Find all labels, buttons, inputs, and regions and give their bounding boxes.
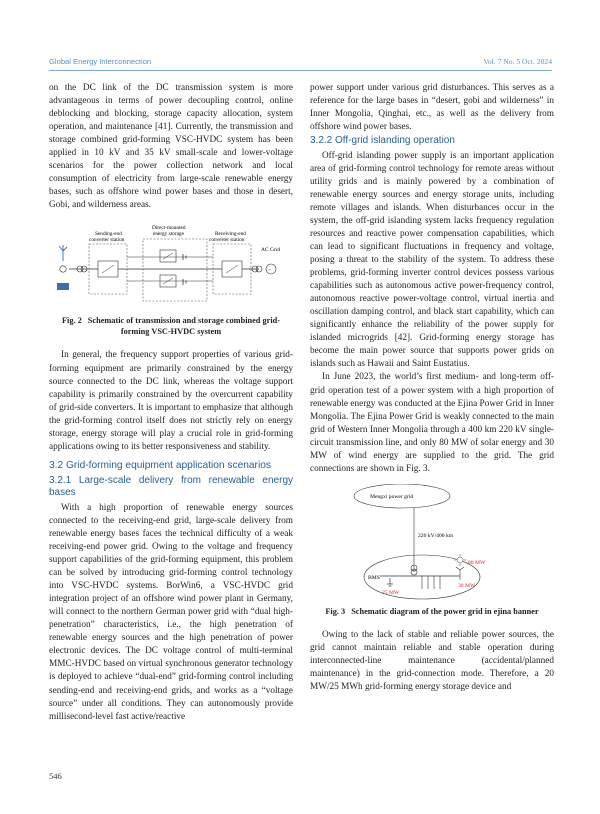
right-column [310, 82, 554, 694]
left-column [49, 82, 293, 724]
generator-icon [60, 266, 66, 272]
journal-name: Global Energy Interconnection [49, 57, 152, 66]
subsection-heading [49, 475, 293, 500]
fig2-label-receiving: Receiving-end [215, 231, 246, 238]
wind-turbine-icon [456, 567, 464, 580]
caption-text: Schematic of transmission and storage combined grid-forming VSC-HVDC system [87, 316, 281, 337]
wind-turbine-icon [59, 245, 67, 261]
battery-icon [387, 578, 393, 586]
sun-icon [454, 554, 466, 566]
paragraph: on the DC link of the DC transmission system is more advantageous in terms of power decoupling control, online deblocking and blocking, storage capacity allocation, system operation, and maintenance [41]. Currently, the transmission and storage combined grid-forming VSC-HVDC system has been applied in 10 kV and 35 kV small-scale and lower-voltage scenarios for the power collection network and local consumption of electricity from large-scale renewable energy bases, such as offshore wind power bases and those in desert, Gobi, and wilderness areas. [49, 83, 293, 211]
running-header [49, 55, 552, 71]
battery-icon [183, 254, 186, 285]
subsection-heading [310, 135, 554, 148]
pv-panel-icon [57, 283, 69, 290]
converter-icon [98, 250, 242, 287]
fig3-label-solar: 80 MW [468, 559, 486, 566]
fig3-label-storage: 25 MW [382, 589, 400, 596]
load-arrows [422, 576, 440, 589]
ac-symbol: ~ [268, 268, 272, 274]
caption-number: Fig. 2 [61, 316, 82, 326]
paragraph: Off-grid islanding power supply is an important application area of grid-forming control technology for remote areas without utility grids and is mainly powered by a combination of renewable energy sources and energy storage units, including remote villages and islands. When disturbances occur in the system, the off-grid islanding system lacks frequency regulation resources and reactive power compensation capabilities, which can lead to significant fluctuations in frequency and voltage, posing a threat to the stability of the system. To address these problems, grid-forming inverter control devices possess various capabilities such as autonomous active power-frequency control, autonomous reactive power-voltage control, virtual inertia and oscillation damping control, and black start capability, which can significantly enhance the reliability of the power supply for islanded microgrids [42]. Grid-forming energy storage has become the main power source that supports power grids on islands such as Hawaii and Saint Eustatius. [310, 150, 554, 370]
header-rule [49, 70, 552, 71]
fig2-label-sending2: converter station [89, 237, 125, 244]
paragraph: With a high proportion of renewable energy sources connected to the receiving-end grid, large-scale delivery from renewable energy bases faces the technical difficulty of a weak receiving-end power grid. Owing to the voltage and frequency support capabilities of the grid-forming equipment, this problem can be solved by introducing grid-forming control technology into VSC-HVDC systems. BorWin6, a VSC-HVDC grid integration project of an offshore wind power plant in Germany, will connect to the northern German power grid with “dual high-penetration” characteristics, i.e., the high penetration of renewable energy sources and the high penetration of power electronic devices. The DC voltage control of multi-terminal MMC-HVDC based on virtual synchronous generator technology is deployed to achieve “dual-end” grid-forming control including sending-end and receiving-end grids, and works as a “voltage source” under all conditions. They can autonomously provide millisecond-level fast active/reactive [49, 502, 293, 722]
figure-3 [310, 484, 554, 602]
section-heading: 3.2 Grid-forming equipment application scenarios [49, 459, 271, 471]
caption-text: Schematic diagram of the power grid in ejina banner [351, 606, 539, 616]
subsection-number: 3.2.2 [310, 135, 333, 147]
paragraph: power support under various grid disturbances. This serves as a reference for the large bases in “desert, gobi and wilderness” in Inner Mongolia, Qinghai, etc., as well as the delivery from offshore wind power bases. [310, 83, 554, 133]
storage-box [143, 239, 207, 301]
fig3-diagram [310, 484, 554, 602]
paragraph: Owing to the lack of stable and reliable power sources, the grid cannot maintain reliable and stable operation during interconnected-line maintenance (accidental/planned maintenance) in the grid-connection mode. Therefore, a 20 MW/25 MWh grid-forming energy storage device and [310, 629, 554, 693]
fig2-label-dm: Direct-mounted [152, 225, 186, 232]
fig3-label-grid: Mengxi power grid [370, 493, 414, 500]
figure-2 [49, 221, 293, 311]
fig2-label-sending: Sending-end [95, 231, 122, 238]
caption-number: Fig. 3 [325, 606, 346, 616]
fig3-label-line: 220 kV/400 km [418, 532, 454, 539]
paragraph: In general, the frequency support properties of various grid-forming equipment are primarily constrained by the energy source connected to the DC link, whereas the voltage support capability is primarily constrained by the overcurrent capability of grid-side converters. It is important to emphasize that although the grid-forming control itself does not strictly rely on energy storage, energy storage will play a crucial role in grid-forming applications owing to its better responsiveness and stability. [49, 350, 293, 452]
subsection-title: Large-scale delivery from renewable energy bases [49, 474, 294, 499]
figure-2-caption [49, 315, 293, 337]
figure-3-caption [310, 606, 554, 617]
fig2-label-receiving2: converter station [209, 237, 245, 244]
fig3-label-wind: 30 MW [458, 582, 476, 589]
fig2-label-dm2: energy storage [153, 231, 184, 238]
paragraph: In June 2023, the world’s first medium- and long-term off-grid operation test of a power system with a high proportion of renewable energy was conducted at the Ejina Power Grid in Inner Mongolia. The Ejina Power Grid is weakly connected to the main grid of Western Inner Mongolia through a 400 km 220 kV single-circuit transmission line, and only 80 MW of solar energy and 30 MW of wind energy are supplied to the grid. The grid connections are shown in Fig. 3. [310, 372, 554, 474]
fig2-diagram [49, 221, 293, 311]
fig2-label-ac: AC Grid [261, 247, 281, 254]
page-number: 546 [49, 771, 62, 781]
subsection-number: 3.2.1 [49, 474, 72, 486]
issue-info: Vol. 7 No. 5 Oct. 2024 [483, 57, 552, 66]
subsection-title: Off-grid islanding operation [335, 135, 455, 147]
fig3-label-bms: BMS [368, 574, 380, 581]
